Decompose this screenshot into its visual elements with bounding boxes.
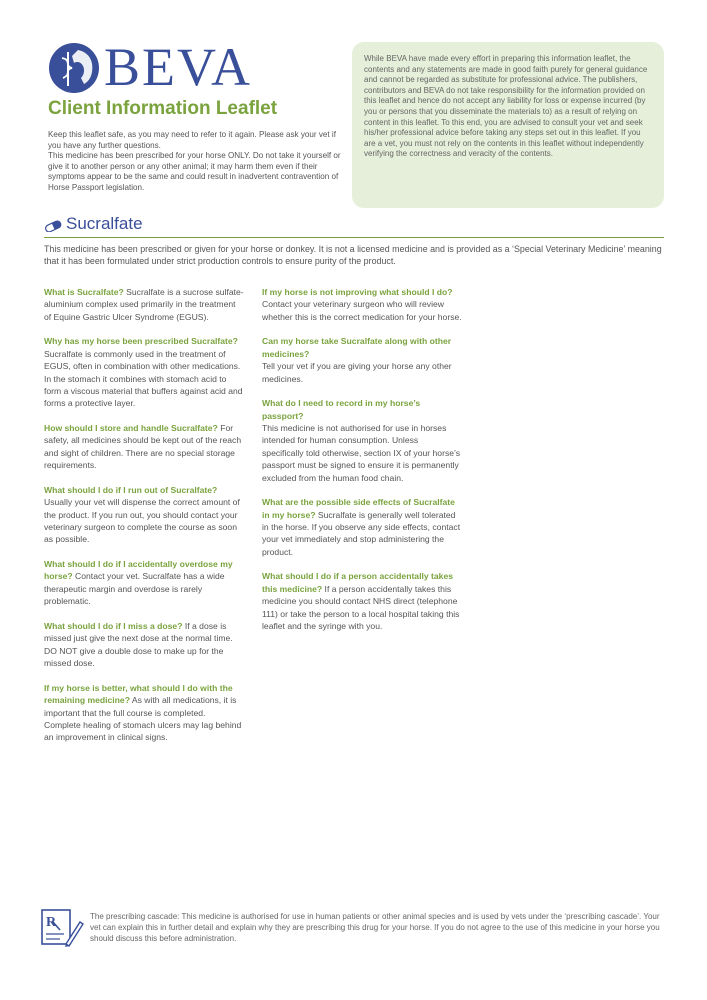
qa-answer: Usually your vet will dispense the correct amount of the product. If you run out, you should contact your veterinary surgeon to complete the course as soon as possible. (44, 497, 240, 545)
qa-column-right (262, 286, 462, 645)
qa-item (44, 558, 244, 608)
qa-item (262, 335, 462, 385)
qa-question: If my horse is not improving what should I do? (262, 287, 453, 297)
section-divider (44, 237, 664, 238)
pill-capsule-icon (44, 220, 62, 232)
qa-item (262, 286, 462, 323)
qa-question: What should I do if I accidentally overdose my horse? (44, 559, 233, 582)
qa-answer: Tell your vet if you are giving your horse any other medicines. (262, 361, 452, 384)
qa-item (44, 682, 244, 744)
qa-question: What is Sucralfate? (44, 287, 124, 297)
qa-column-left (44, 286, 244, 756)
qa-answer: Contact your veterinary surgeon who will review whether this is the correct medication for your horse. (262, 299, 462, 322)
qa-item (262, 496, 462, 558)
qa-question: What are the possible side effects of Sucralfate in my horse? (262, 497, 455, 520)
svg-text:R: R (46, 915, 57, 930)
qa-answer: If a person accidentally takes this medicine you should contact NHS direct (telephone 111) or take the person to a local hospital taking this leaflet and the syringe with you. (262, 583, 460, 632)
beva-logo-text: BEVA (104, 37, 253, 97)
qa-item (44, 286, 244, 323)
qa-answer: Sucralfate is a sucrose sulfate-aluminium complex used primarily in the treatment of Equine Gastric Ulcer Syndrome (EGUS). (44, 287, 244, 322)
qa-question: What do I need to record in my horse’s passport? (262, 398, 421, 421)
beva-logo-icon (48, 42, 100, 94)
intro-paragraph-2: This medicine has been prescribed for your horse ONLY. Do not take it yourself or give it to another person or any other animal; it may harm them even if their symptoms appear to be the same and could result in inadvertent contravention of Horse Passport legislation. (48, 151, 341, 192)
qa-answer: For safety, all medicines should be kept out of the reach and sight of children. There are no special storage requirements. (44, 423, 242, 471)
qa-question: How should I store and handle Sucralfate? (44, 423, 218, 434)
qa-answer: As with all medications, it is important that the full course is completed. Complete healing of stomach ulcers may lag behind an improvement in clinical signs. (44, 695, 242, 743)
qa-question: If my horse is better, what should I do with the remaining medicine? (44, 682, 233, 706)
section-lead: This medicine has been prescribed or given for your horse or donkey. It is not a licensed medicine and is provided as a ‘Special Veterinary Medicine’ meaning that it has been formulated under strict production controls to ensure purity of the product. (44, 244, 662, 266)
qa-item (44, 335, 244, 409)
qa-question: Can my horse take Sucralfate along with other medicines? (262, 336, 452, 359)
qa-question: What should I do if a person accidentally takes this medicine? (262, 571, 454, 594)
section-title: Sucralfate (66, 214, 143, 233)
disclaimer-panel: While BEVA have made every effort in preparing this information leaflet, the contents and any statements are made in good faith purely for general guidance and cannot be regarded as substitute for professional advice. The publishers, contributors and BEVA do not take responsibility for the information provided on this leaflet and hence do not accept any liability for loss or expense incurred (by you or persons that you disseminate the materials to) as a result of relying on content in this leaflet. To this end, you are advised to consult your vet and seek his/her professional advice before taking any steps set out in this leaflet. If you are a vet, you must not rely on the contents in this leaflet without independently verifying the correctness and veracity of the contents. (352, 42, 664, 208)
qa-question: Why has my horse been prescribed Sucralfate? (44, 336, 238, 347)
qa-answer: This medicine is not authorised for use in horses intended for human consumption. Unless specifically told otherwise, section IX of your horse’s passport must be signed to ensure it is permanently excluded from the human food chain. (262, 423, 461, 483)
qa-item (44, 484, 244, 546)
intro-paragraph-1: Keep this leaflet safe, as you may need to refer to it again. Please ask your vet if you have any further questions. (48, 130, 336, 150)
qa-question: What should I do if I run out of Sucralfate? (44, 484, 218, 495)
intro-text (48, 130, 348, 194)
qa-item (44, 620, 244, 670)
qa-answer: Sucralfate is generally well tolerated in the horse. If you observe any side effects, contact your vet immediately and stop administering the product. (262, 509, 461, 557)
qa-item (262, 570, 462, 632)
qa-answer: If a dose is missed just give the next dose at the normal time. DO NOT give a double dose to make up for the missed dose. (44, 620, 233, 669)
qa-question: What should I do if I miss a dose? (44, 620, 183, 631)
prescription-rx-icon (40, 908, 84, 948)
leaflet-title: Client Information Leaflet (48, 98, 278, 119)
qa-item (44, 422, 244, 472)
qa-answer: Sucralfate is commonly used in the treatment of EGUS, often in combination with other medications. In the stomach it combines with stomach acid to form a viscous material that buffers against acid and forms a protective layer. (44, 348, 243, 409)
qa-answer: Contact your vet. Sucralfate has a wide therapeutic margin and overdose is rarely problematic. (44, 571, 225, 607)
qa-item (262, 397, 462, 484)
prescribing-cascade-note: The prescribing cascade: This medicine is authorised for use in human patients or other animal species and is used by vets under the ‘prescribing cascade’. Your vet can explain this in further detail and explain why they are prescribing this drug for your horse. If you do not agree to the use of this medicine in your horse you should discuss this before administration. (90, 912, 660, 943)
